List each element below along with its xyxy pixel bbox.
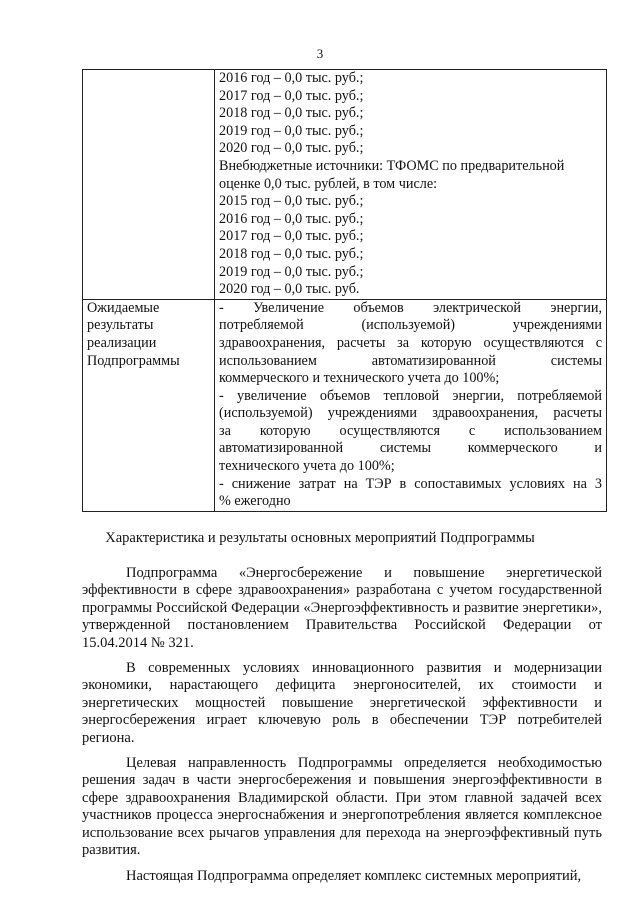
table-line: 2018 год – 0,0 тыс. руб.; bbox=[219, 245, 364, 262]
paragraph: Целевая направленность Подпрограммы определяется необходимостью решения задач в части энергосбережения и повышения энергоэффективности в сфере здравоохранения Владимирской области. При этом главной задачей всех участников процесса энергоснабжения и энергопотребления является комплексное использование всех рычагов управления для перехода на энергоэффективный путь развития. bbox=[82, 755, 602, 859]
table-line: Внебюджетные источники: ТФОМС по предварительной bbox=[219, 157, 565, 174]
table-line: потребляемой (используемой) учреждениями bbox=[219, 317, 602, 334]
paragraph: Настоящая Подпрограмма определяет комплекс системных мероприятий, bbox=[126, 867, 582, 884]
table-line: - Увеличение объемов электрической энергии, bbox=[219, 299, 602, 316]
table-line: 2020 год – 0,0 тыс. руб.; bbox=[219, 140, 364, 157]
row-label-line: Подпрограммы bbox=[87, 352, 180, 369]
table-line: технического учета до 100%; bbox=[219, 458, 395, 475]
table-row bbox=[83, 299, 607, 511]
table-line: 2019 год – 0,0 тыс. руб.; bbox=[219, 263, 364, 280]
table-line: 2016 год – 0,0 тыс. руб.; bbox=[219, 210, 364, 227]
paragraph: В современных условиях инновационного развития и модернизации экономики, нарастающего дефицита энергоносителей, их стоимости и энергетических мощностей повышение энергетической эффективности и энергосбережения играет ключевую роль в обеспечении ТЭР потребителей региона. bbox=[82, 660, 602, 746]
expected-results-cell bbox=[215, 299, 607, 511]
table-line: % ежегодно bbox=[219, 493, 291, 510]
table-line: оценке 0,0 тыс. рублей, в том числе: bbox=[219, 175, 438, 192]
table-line: коммерческого и технического учета до 100%; bbox=[219, 370, 500, 387]
body-text bbox=[82, 565, 602, 893]
table-line: - снижение затрат на ТЭР в сопоставимых условиях на 3 bbox=[219, 475, 602, 492]
table-line: 2018 год – 0,0 тыс. руб.; bbox=[219, 105, 364, 122]
row-label-cell bbox=[83, 70, 215, 300]
table-line: автоматизированной системы коммерческого и bbox=[219, 440, 602, 457]
section-heading: Характеристика и результаты основных мероприятий Подпрограммы bbox=[105, 530, 535, 546]
table-line: 2016 год – 0,0 тыс. руб.; bbox=[219, 70, 364, 86]
row-label-line: реализации bbox=[87, 334, 157, 351]
row-label-cell bbox=[83, 299, 215, 511]
table-line: 2020 год – 0,0 тыс. руб. bbox=[219, 281, 360, 298]
financing-cell bbox=[215, 70, 607, 300]
paragraph: Подпрограмма «Энергосбережение и повышение энергетической эффективности в сфере здравоохранения» разработана с учетом государственной программы Российской Федерации «Энергоэффективность и развитие энергетики», утвержденной постановлением Правительства Российской Федерации от 15.04.2014 № 321. bbox=[82, 565, 602, 651]
table-line: - увеличение объемов тепловой энергии, потребляемой bbox=[219, 387, 602, 404]
table-line: 2019 год – 0,0 тыс. руб.; bbox=[219, 122, 364, 139]
table-line: (используемой) учреждениями здравоохранения, расчеты bbox=[219, 405, 602, 422]
table-row bbox=[83, 70, 607, 300]
table-line: 2017 год – 0,0 тыс. руб.; bbox=[219, 87, 364, 104]
page-number: 3 bbox=[316, 46, 324, 61]
table-line: 2015 год – 0,0 тыс. руб.; bbox=[219, 193, 364, 210]
table-line: 2017 год – 0,0 тыс. руб.; bbox=[219, 228, 364, 245]
row-label-line: Ожидаемые bbox=[87, 299, 160, 316]
table-line: здравоохранения, расчеты за которую осуществляются с bbox=[219, 334, 602, 351]
table-line: использованием автоматизированной системы bbox=[219, 352, 602, 369]
table-line: за которую осуществляются с использованием bbox=[219, 422, 602, 439]
passport-table bbox=[82, 69, 607, 512]
row-label-line: результаты bbox=[87, 317, 154, 334]
